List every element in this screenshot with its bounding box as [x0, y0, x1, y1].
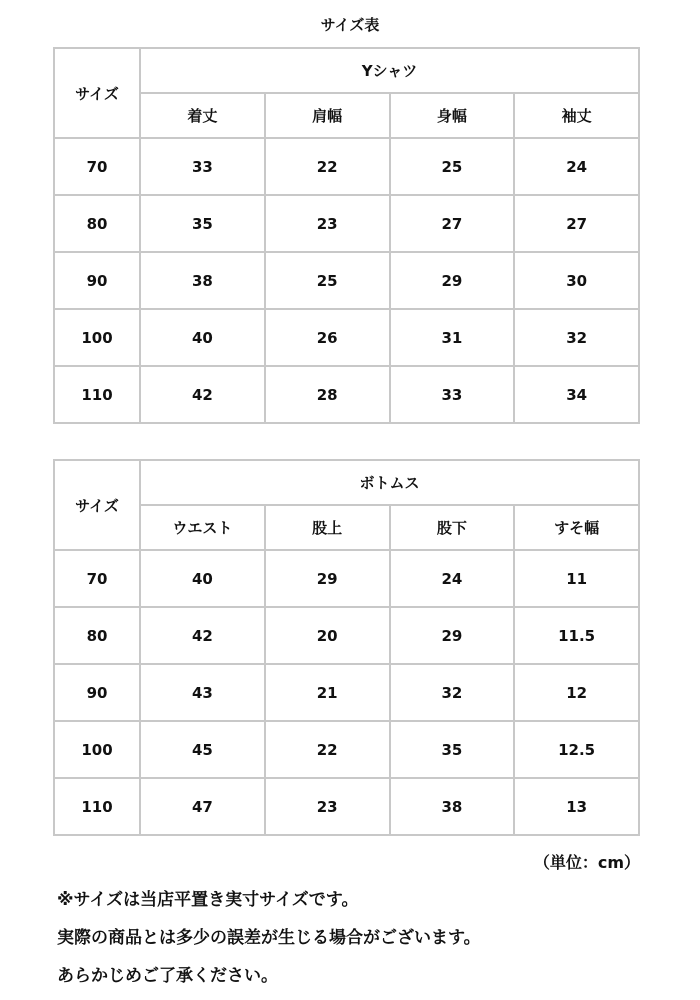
value-cell: 25	[265, 252, 390, 309]
table-row	[54, 252, 639, 309]
table-row	[54, 550, 639, 607]
value-cell: 29	[265, 550, 390, 607]
table-row	[54, 664, 639, 721]
table-row	[54, 721, 639, 778]
column-header: 袖丈	[514, 93, 639, 138]
value-cell: 33	[390, 366, 515, 423]
value-cell: 13	[514, 778, 639, 835]
note-line: あらかじめご了承ください。	[57, 966, 278, 986]
value-cell: 21	[265, 664, 390, 721]
table-row	[54, 138, 639, 195]
value-cell: 12	[514, 664, 639, 721]
group-header: ボトムス	[140, 460, 639, 505]
size-cell: 90	[54, 664, 140, 721]
bottoms-size-table	[53, 459, 640, 836]
size-cell: 70	[54, 550, 140, 607]
column-header: 股上	[265, 505, 390, 550]
table-row	[54, 195, 639, 252]
value-cell: 24	[390, 550, 515, 607]
value-cell: 32	[390, 664, 515, 721]
value-cell: 24	[514, 138, 639, 195]
value-cell: 45	[140, 721, 265, 778]
value-cell: 22	[265, 721, 390, 778]
table-row	[54, 607, 639, 664]
value-cell: 35	[140, 195, 265, 252]
column-header: 身幅	[390, 93, 515, 138]
size-cell: 110	[54, 366, 140, 423]
table-row	[54, 778, 639, 835]
value-cell: 29	[390, 607, 515, 664]
unit-label: （単位：cm）	[533, 853, 640, 872]
column-header: 肩幅	[265, 93, 390, 138]
page-title: サイズ表	[320, 16, 380, 34]
value-cell: 42	[140, 607, 265, 664]
table-row	[54, 366, 639, 423]
value-cell: 34	[514, 366, 639, 423]
value-cell: 35	[390, 721, 515, 778]
value-cell: 28	[265, 366, 390, 423]
note-line: 実際の商品とは多少の誤差が生じる場合がございます。	[57, 928, 481, 948]
value-cell: 27	[390, 195, 515, 252]
table-row	[54, 309, 639, 366]
column-header: ウエスト	[140, 505, 265, 550]
size-cell: 90	[54, 252, 140, 309]
value-cell: 31	[390, 309, 515, 366]
value-cell: 22	[265, 138, 390, 195]
size-cell: 70	[54, 138, 140, 195]
group-header: Yシャツ	[140, 48, 639, 93]
value-cell: 12.5	[514, 721, 639, 778]
size-cell: 100	[54, 309, 140, 366]
column-header: 着丈	[140, 93, 265, 138]
value-cell: 25	[390, 138, 515, 195]
note-line: ※サイズは当店平置き実寸サイズです。	[57, 890, 359, 910]
column-header: すそ幅	[514, 505, 639, 550]
value-cell: 38	[390, 778, 515, 835]
value-cell: 27	[514, 195, 639, 252]
value-cell: 30	[514, 252, 639, 309]
size-cell: 80	[54, 195, 140, 252]
value-cell: 23	[265, 195, 390, 252]
value-cell: 38	[140, 252, 265, 309]
value-cell: 33	[140, 138, 265, 195]
shirt-size-table	[53, 47, 640, 424]
value-cell: 29	[390, 252, 515, 309]
size-header: サイズ	[54, 460, 140, 550]
size-header: サイズ	[54, 48, 140, 138]
value-cell: 11	[514, 550, 639, 607]
value-cell: 32	[514, 309, 639, 366]
size-cell: 110	[54, 778, 140, 835]
size-cell: 100	[54, 721, 140, 778]
value-cell: 40	[140, 550, 265, 607]
value-cell: 42	[140, 366, 265, 423]
value-cell: 47	[140, 778, 265, 835]
value-cell: 26	[265, 309, 390, 366]
value-cell: 20	[265, 607, 390, 664]
value-cell: 23	[265, 778, 390, 835]
value-cell: 11.5	[514, 607, 639, 664]
value-cell: 40	[140, 309, 265, 366]
value-cell: 43	[140, 664, 265, 721]
column-header: 股下	[390, 505, 515, 550]
size-cell: 80	[54, 607, 140, 664]
